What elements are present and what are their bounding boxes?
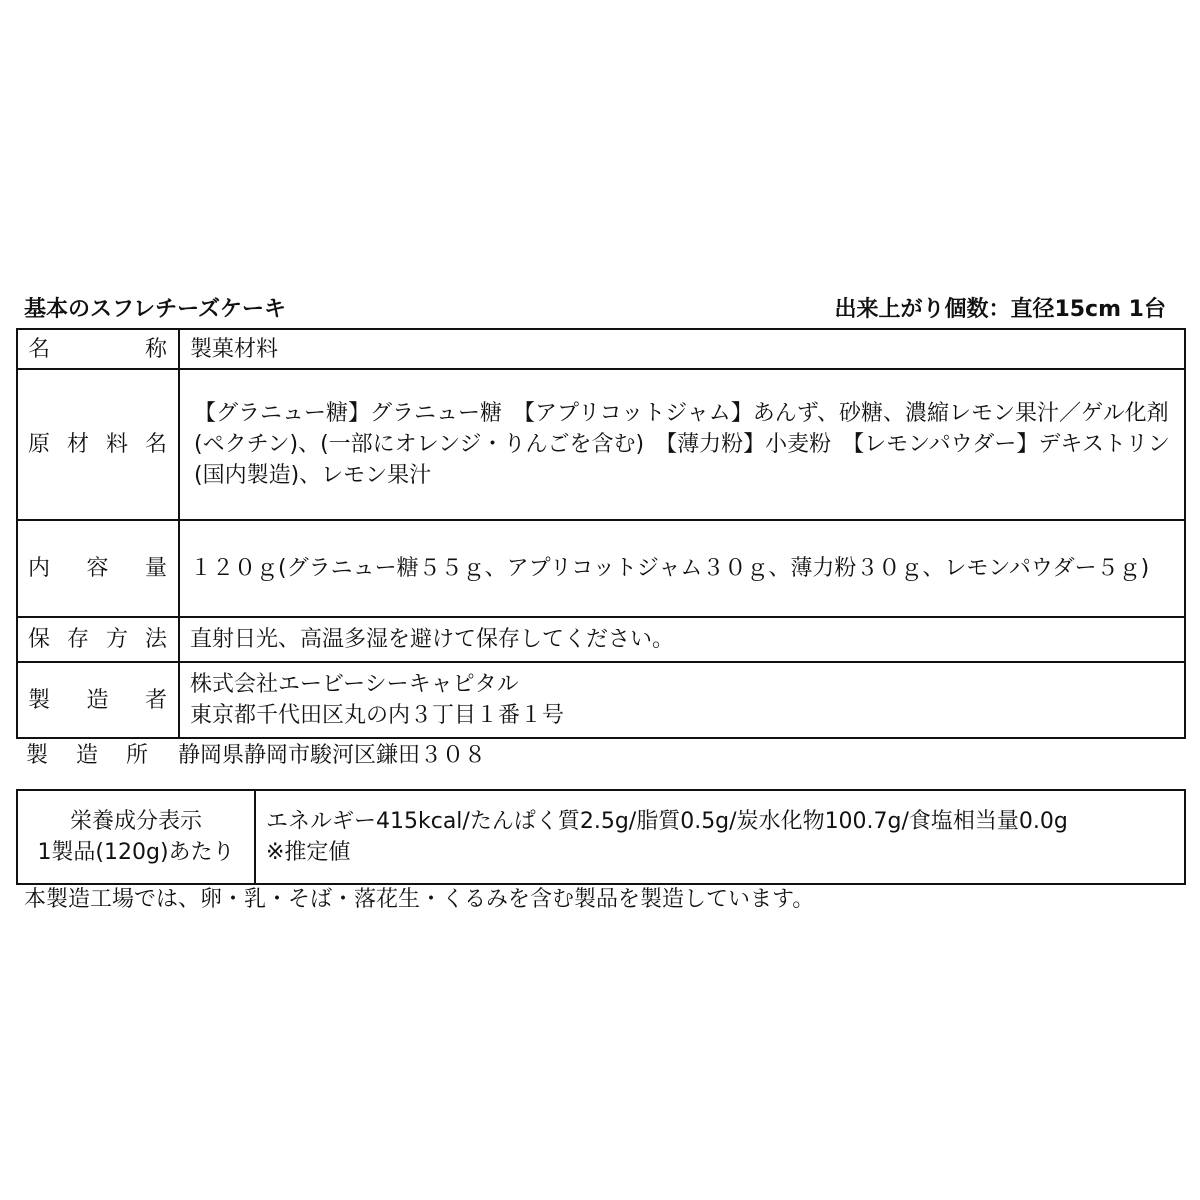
nutrition-label (17, 790, 255, 884)
nutrition-value (255, 790, 1185, 884)
manufacturer-row (17, 662, 1185, 738)
manufacturer-address: 東京都千代田区丸の内３丁目１番１号 (190, 703, 565, 728)
content-label: 内容量 (17, 520, 179, 617)
nutrition-values-line: エネルギー415kcal/たんぱく質2.5g/脂質0.5g/炭水化物100.7g/食塩相当量0.0g (266, 809, 1068, 834)
yield-info: 出来上がり個数：直径15cm 1台 (834, 297, 1166, 322)
product-label-table (16, 328, 1186, 739)
content-value: １２０ｇ(グラニュー糖５５ｇ、アプリコットジャム３０ｇ、薄力粉３０ｇ、レモンパウダー５ｇ) (179, 520, 1185, 617)
storage-row (17, 617, 1185, 662)
storage-label: 保存方法 (17, 617, 179, 662)
allergen-note: 本製造工場では、卵・乳・そば・落花生・くるみを含む製品を製造しています。 (24, 887, 815, 912)
factory-row (16, 738, 1186, 772)
storage-value: 直射日光、高温多湿を避けて保存してください。 (179, 617, 1185, 662)
manufacturer-value (179, 662, 1185, 738)
ingredients-label: 原材料名 (17, 369, 179, 520)
ingredients-row (17, 369, 1185, 520)
factory-label: 製造所 (26, 742, 148, 768)
ingredients-value: 【グラニュー糖】グラニュー糖 【アプリコットジャム】あんず、砂糖、濃縮レモン果汁／ゲル化剤(ペクチン)、(一部にオレンジ・りんごを含む) 【薄力粉】小麦粉 【レモンパウダー】デキストリン(国内製造)、レモン果汁 (179, 369, 1185, 520)
manufacturer-label: 製造者 (17, 662, 179, 738)
product-title: 基本のスフレチーズケーキ (24, 297, 287, 322)
nutrition-table (16, 789, 1186, 885)
nutrition-row (17, 790, 1185, 884)
name-row (17, 329, 1185, 369)
nutrition-estimate-note: ※推定値 (266, 840, 351, 865)
factory-value: 静岡県静岡市駿河区鎌田３０８ (178, 742, 487, 768)
manufacturer-name: 株式会社エービーシーキャピタル (190, 672, 519, 697)
name-label: 名称 (17, 329, 179, 369)
nutrition-label-line1: 栄養成分表示 (69, 809, 202, 834)
content-row (17, 520, 1185, 617)
nutrition-label-line2: 1製品(120g)あたり (37, 840, 235, 865)
name-value: 製菓材料 (179, 329, 1185, 369)
